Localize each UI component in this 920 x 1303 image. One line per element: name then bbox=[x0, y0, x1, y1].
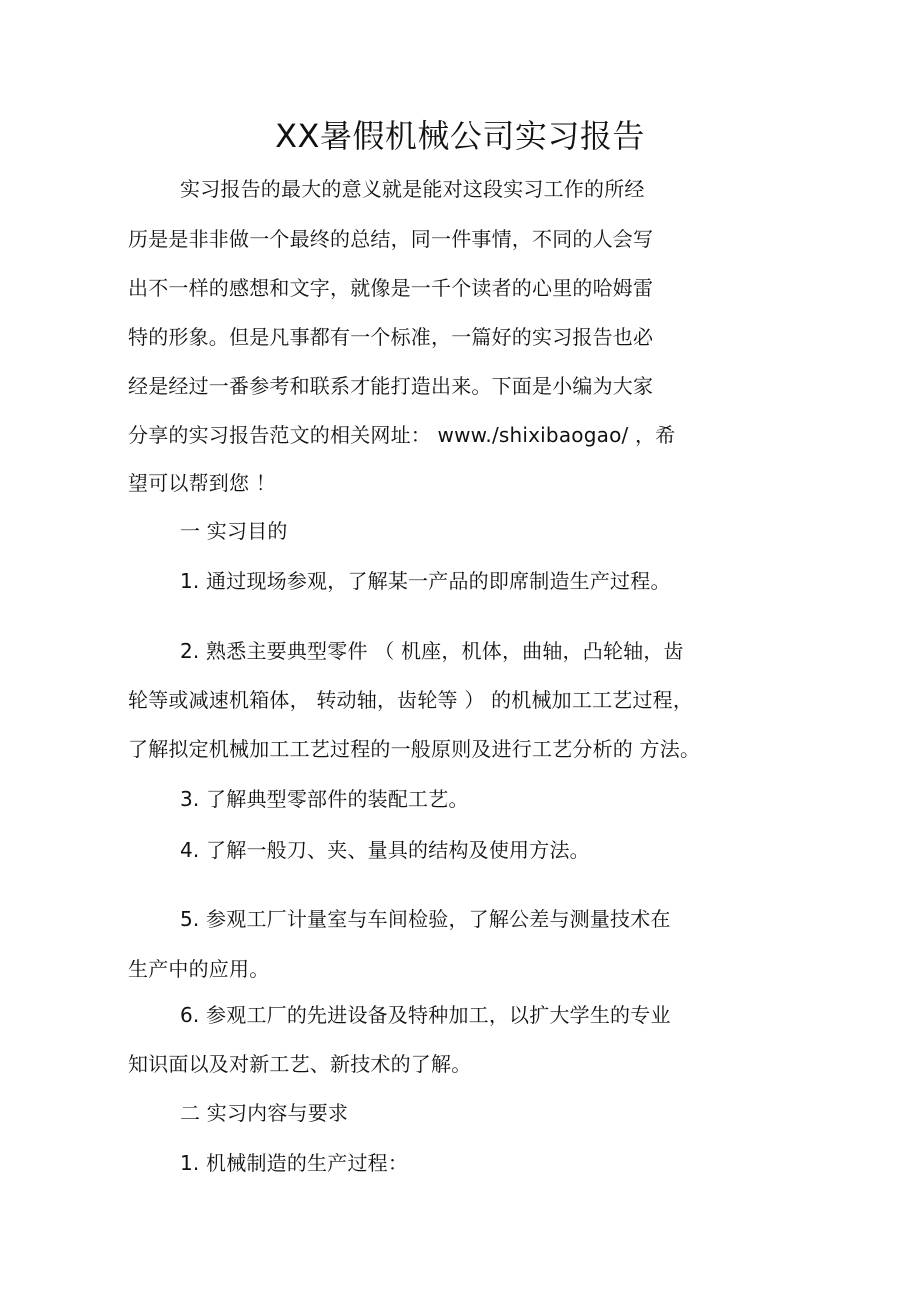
intro-line-4: 特的形象。但是凡事都有一个标准，一篇好的实习报告也必 bbox=[128, 325, 654, 349]
section-heading-content: 二 实习内容与要求 bbox=[180, 1101, 349, 1125]
purpose-item-6-line-2: 知识面以及对新工艺、新技术的了解。 bbox=[128, 1052, 472, 1076]
purpose-item-2-line-2: 轮等或减速机箱体， 转动轴，齿轮等 ） 的机械加工工艺过程， bbox=[128, 688, 694, 712]
purpose-item-1: 1. 通过现场参观，了解某一产品的即席制造生产过程。 bbox=[180, 569, 671, 593]
intro-line-1: 实习报告的最大的意义就是能对这段实习工作的所经 bbox=[180, 177, 645, 201]
intro-line-6: 分享的实习报告范文的相关网址： www./shixibaogao/ ，希 bbox=[128, 423, 676, 447]
purpose-item-2-line-3: 了解拟定机械加工工艺过程的一般原则及进行工艺分析的 方法。 bbox=[128, 737, 701, 761]
intro-line-7: 望可以帮到您 ！ bbox=[128, 471, 276, 495]
purpose-item-3: 3. 了解典型零部件的装配工艺。 bbox=[180, 787, 469, 811]
purpose-item-5-line-1: 5. 参观工厂计量室与车间检验，了解公差与测量技术在 bbox=[180, 907, 671, 931]
purpose-item-5-line-2: 生产中的应用。 bbox=[128, 957, 270, 981]
content-item-1: 1. 机械制造的生产过程： bbox=[180, 1151, 409, 1175]
document-title: XX暑假机械公司实习报告 bbox=[275, 117, 645, 155]
purpose-item-2-line-1: 2. 熟悉主要典型零件 （ 机座，机体，曲轴，凸轮轴，齿 bbox=[180, 639, 684, 663]
intro-line-2: 历是是非非做一个最终的总结，同一件事情，不同的人会写 bbox=[128, 227, 654, 251]
purpose-item-6-line-1: 6. 参观工厂的先进设备及特种加工，以扩大学生的专业 bbox=[180, 1003, 671, 1027]
purpose-item-4: 4. 了解一般刀、夹、量具的结构及使用方法。 bbox=[180, 838, 590, 862]
intro-line-5: 经是经过一番参考和联系才能打造出来。下面是小编为大家 bbox=[128, 374, 654, 398]
section-heading-purpose: 一 实习目的 bbox=[180, 519, 288, 543]
intro-line-3: 出不一样的感想和文字，就像是一千个读者的心里的哈姆雷 bbox=[128, 276, 654, 300]
